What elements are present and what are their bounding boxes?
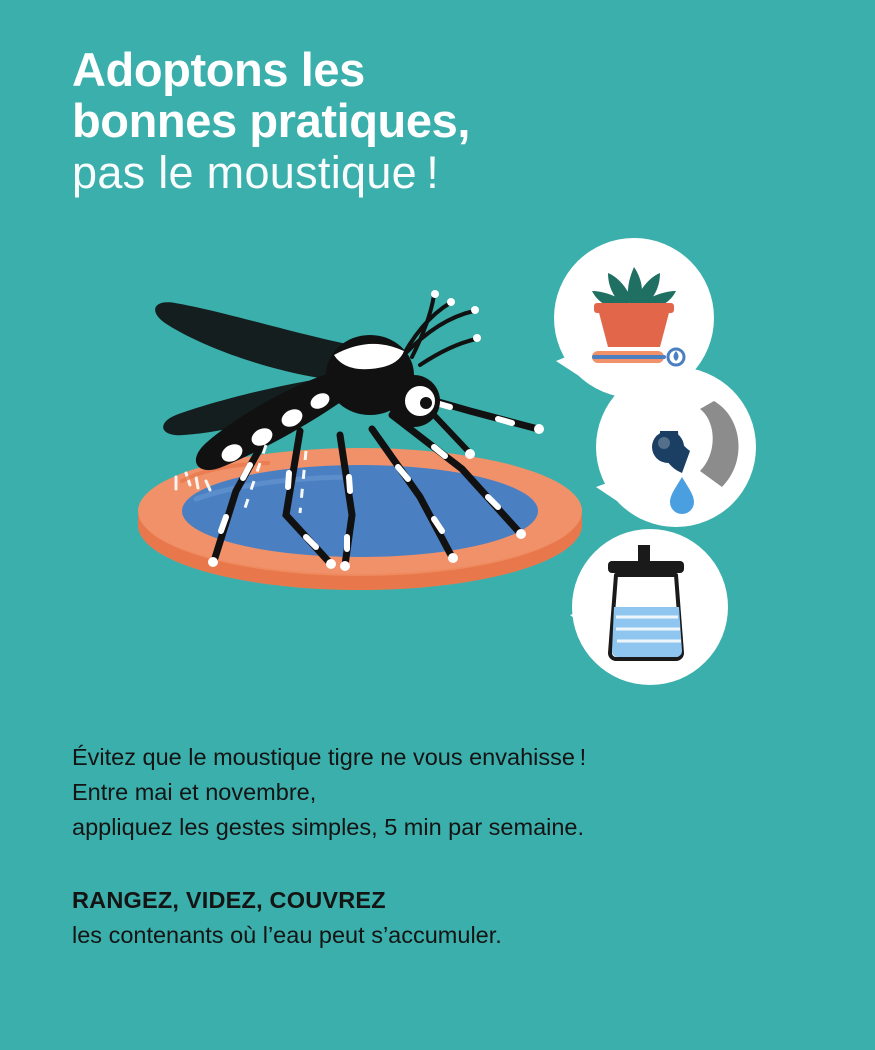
- gutter-water-drop-bubble: [596, 367, 756, 527]
- body-line-3: appliquez les gestes simples, 5 min par semaine.: [72, 814, 585, 840]
- body-copy: [72, 740, 812, 953]
- water-container-icon: [608, 545, 684, 659]
- headline-line-2: bonnes pratiques,: [72, 94, 470, 147]
- body-line-2: Entre mai et novembre,: [72, 779, 317, 805]
- body-line-1: Évitez que le moustique tigre ne vous envahisse !: [72, 744, 587, 770]
- headline-line-1: Adoptons les: [72, 43, 365, 96]
- body-spacer: [72, 845, 812, 883]
- covered-water-container-bubble: [570, 529, 728, 685]
- headline-line-3: pas le moustique !: [72, 147, 440, 198]
- page-title: [72, 44, 470, 200]
- callout-text: les contenants où l’eau peut s’accumuler.: [72, 922, 502, 948]
- callout-title: RANGEZ, VIDEZ, COUVREZ: [72, 887, 386, 913]
- illustration: [0, 215, 875, 695]
